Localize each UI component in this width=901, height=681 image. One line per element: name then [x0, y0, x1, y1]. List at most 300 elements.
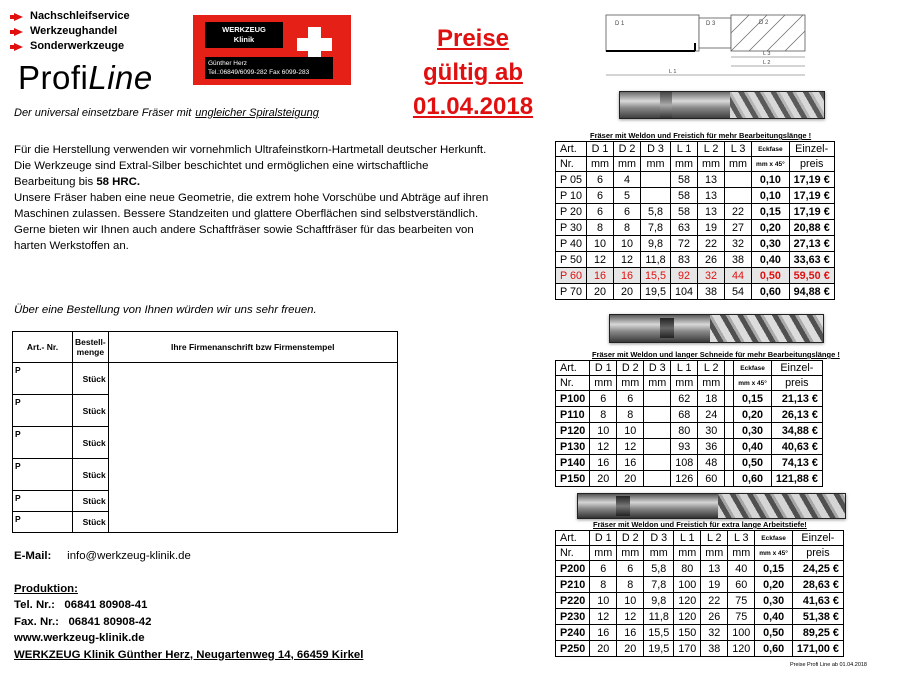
price-row: [556, 609, 844, 625]
intro-paragraph: Für die Herstellung verwenden wir vornehmlich Ultrafeinstkorn-Hartmetall deutscher Herkunft.: [14, 144, 487, 156]
dimension-value: 8: [614, 220, 641, 236]
dimension-value: 12: [587, 252, 614, 268]
service-label: Sonderwerkzeuge: [30, 40, 125, 52]
dimension-value: 75: [728, 609, 755, 625]
article-number: P 05: [556, 172, 587, 188]
production-heading: Produktion:: [14, 582, 78, 595]
dimension-value: 58: [671, 172, 698, 188]
order-art-cell[interactable]: [13, 491, 73, 512]
dimension-value: 8: [617, 407, 644, 423]
price-row: [556, 284, 835, 300]
dimension-value: 32: [698, 268, 725, 284]
diagram-label-l2: L 2: [763, 60, 771, 66]
dimension-value: 13: [698, 172, 725, 188]
logo-line2: Klinik: [233, 35, 255, 44]
col-unit: mm: [671, 157, 698, 172]
dimension-value: 6: [614, 204, 641, 220]
chamfer-value: 0,10: [752, 188, 790, 204]
col-unit: mm x 45°: [734, 376, 772, 391]
col-unit: mm: [728, 546, 755, 561]
dimension-value: 12: [617, 609, 644, 625]
dimension-value: 5,8: [641, 204, 671, 220]
col-header: Einzel-: [789, 142, 834, 157]
chamfer-value: 0,20: [752, 220, 790, 236]
dimension-value: 12: [590, 439, 617, 455]
order-art-prefix: P: [15, 429, 21, 439]
article-number: P140: [556, 455, 590, 471]
logo-line1: WERKZEUG: [222, 25, 266, 34]
price-row: [556, 204, 835, 220]
order-unit: Stück: [82, 373, 106, 384]
intro-text: [14, 142, 489, 254]
col-header: L 2: [698, 361, 725, 376]
chamfer-value: 0,60: [755, 641, 793, 657]
price-row: [556, 577, 844, 593]
col-unit: mm: [641, 157, 671, 172]
dimension-value: 15,5: [644, 625, 674, 641]
postal-address: WERKZEUG Klinik Günther Herz, Neugartenweg 14, 66459 Kirkel: [14, 648, 364, 661]
order-art-prefix: P: [15, 493, 21, 503]
dimension-value: [725, 407, 734, 423]
chamfer-value: 0,15: [752, 204, 790, 220]
intro-text-span: Die Werkzeuge sind Extral-Silber beschichtet und ermöglichen eine wirtschaftliche Bearbeitung bis: [14, 160, 429, 188]
email-line: [14, 548, 363, 565]
order-art-cell[interactable]: [13, 512, 73, 533]
dimension-value: 22: [701, 593, 728, 609]
dimension-value: 30: [698, 423, 725, 439]
unit-price: 24,25 €: [792, 561, 843, 577]
order-qty-cell[interactable]: [73, 363, 109, 395]
dimension-value: [644, 455, 671, 471]
col-unit: mm: [614, 157, 641, 172]
dimension-value: 36: [698, 439, 725, 455]
validity-line2: gültig ab: [423, 59, 523, 86]
order-art-cell[interactable]: [13, 459, 73, 491]
dimension-value: 32: [701, 625, 728, 641]
article-number: P 70: [556, 284, 587, 300]
col-header: Nr.: [556, 546, 590, 561]
dimension-value: 10: [614, 236, 641, 252]
service-label: Nachschleifservice: [30, 10, 130, 22]
dimension-value: 20: [614, 284, 641, 300]
col-header: L 3: [725, 142, 752, 157]
price-row: [556, 439, 823, 455]
price-row: [556, 423, 823, 439]
slogan-text: Der universal einsetzbare Fräser mit: [14, 107, 192, 119]
order-qty-cell[interactable]: [73, 459, 109, 491]
col-unit: [725, 376, 734, 391]
col-unit: mm: [698, 376, 725, 391]
col-unit: mm: [590, 376, 617, 391]
col-unit: mm: [698, 157, 725, 172]
price-row: [556, 407, 823, 423]
order-art-prefix: P: [15, 514, 21, 524]
col-header: L 1: [671, 361, 698, 376]
end-mill-photo: [619, 91, 825, 119]
dimension-value: [725, 455, 734, 471]
dimension-value: 20: [590, 641, 617, 657]
intro-paragraph: [14, 158, 489, 190]
brand-title: [18, 59, 153, 97]
dimension-value: 13: [698, 188, 725, 204]
order-art-cell[interactable]: [13, 427, 73, 459]
chamfer-value: 0,40: [752, 252, 790, 268]
col-header: Einzel-: [792, 531, 843, 546]
chamfer-value: 0,50: [752, 268, 790, 284]
dimension-value: 5: [614, 188, 641, 204]
chamfer-value: 0,30: [755, 593, 793, 609]
col-unit: mm x 45°: [752, 157, 790, 172]
logo-line3: Günther Herz: [208, 60, 248, 67]
col-unit: mm: [617, 376, 644, 391]
chamfer-value: 0,30: [734, 423, 772, 439]
dimension-value: 100: [728, 625, 755, 641]
article-number: P210: [556, 577, 590, 593]
chamfer-value: 0,40: [734, 439, 772, 455]
dimension-value: 22: [725, 204, 752, 220]
price-row: [556, 455, 823, 471]
article-number: P110: [556, 407, 590, 423]
dimension-value: 72: [671, 236, 698, 252]
dimension-value: 16: [590, 625, 617, 641]
unit-price: 20,88 €: [789, 220, 834, 236]
dimension-value: 8: [590, 407, 617, 423]
col-header: D 2: [614, 142, 641, 157]
table2-caption: Fräser mit Weldon und langer Schneide für mehr Bearbeitungslänge !: [592, 350, 840, 359]
dimension-value: 9,8: [641, 236, 671, 252]
footnote: Preise Profi Line ab 01.04.2018: [789, 662, 867, 668]
service-item: [14, 39, 130, 54]
dimension-value: [725, 439, 734, 455]
website-link[interactable]: www.werkzeug-klinik.de: [14, 632, 145, 644]
dimension-value: 6: [617, 391, 644, 407]
dimension-value: 16: [587, 268, 614, 284]
dimension-value: 48: [698, 455, 725, 471]
dimension-value: [725, 391, 734, 407]
article-number: P130: [556, 439, 590, 455]
order-art-prefix: P: [15, 461, 21, 471]
col-unit: mm: [590, 546, 617, 561]
dimension-value: [641, 188, 671, 204]
order-form: [12, 331, 398, 533]
article-number: P120: [556, 423, 590, 439]
col-unit: mm: [644, 376, 671, 391]
dimension-value: 6: [587, 188, 614, 204]
dimension-value: 20: [587, 284, 614, 300]
col-unit: mm: [674, 546, 701, 561]
dimension-value: 7,8: [641, 220, 671, 236]
dimension-value: 12: [617, 439, 644, 455]
unit-price: 89,25 €: [792, 625, 843, 641]
price-row: [556, 561, 844, 577]
dimension-value: 10: [587, 236, 614, 252]
chamfer-value: 0,60: [734, 471, 772, 487]
col-unit: mm: [671, 376, 698, 391]
dimension-value: 19,5: [641, 284, 671, 300]
col-header: preis: [771, 376, 822, 391]
col-header: preis: [789, 157, 834, 172]
dimension-value: 7,8: [644, 577, 674, 593]
col-unit: mm: [617, 546, 644, 561]
chamfer-value: 0,50: [734, 455, 772, 471]
dimension-value: [644, 391, 671, 407]
order-unit: Stück: [82, 517, 106, 527]
dimension-value: 62: [671, 391, 698, 407]
article-number: P 10: [556, 188, 587, 204]
dimension-value: 4: [614, 172, 641, 188]
col-unit: mm: [644, 546, 674, 561]
dimension-value: 126: [671, 471, 698, 487]
price-row: [556, 188, 835, 204]
diagram-label-d2: D 2: [759, 20, 769, 26]
brand-part1: Profi: [18, 59, 89, 96]
dimension-value: 104: [671, 284, 698, 300]
dimension-value: 170: [674, 641, 701, 657]
logo-line4: Tel.:06849/6099-282 Fax 6099-283: [208, 69, 310, 76]
unit-price: 26,13 €: [771, 407, 822, 423]
article-number: P 40: [556, 236, 587, 252]
unit-price: 121,88 €: [771, 471, 822, 487]
order-qty-cell[interactable]: [73, 395, 109, 427]
price-row: [556, 252, 835, 268]
unit-price: 94,88 €: [789, 284, 834, 300]
dimension-value: [725, 188, 752, 204]
order-art-prefix: P: [15, 365, 21, 375]
chamfer-value: 0,20: [755, 577, 793, 593]
table3-body: [556, 561, 844, 657]
service-item: [14, 9, 130, 24]
dimension-value: 32: [725, 236, 752, 252]
unit-price: 27,13 €: [789, 236, 834, 252]
slogan: [14, 107, 319, 119]
order-qty-cell[interactable]: [73, 491, 109, 512]
order-header-art: Art.- Nr.: [13, 332, 73, 363]
dimension-value: 6: [587, 172, 614, 188]
col-header: Nr.: [556, 157, 587, 172]
order-unit: Stück: [82, 405, 106, 416]
chamfer-value: 0,30: [752, 236, 790, 252]
col-header: Einzel-: [771, 361, 822, 376]
dimension-value: [725, 423, 734, 439]
article-number: P240: [556, 625, 590, 641]
dimension-value: 27: [725, 220, 752, 236]
col-unit: mm x 45°: [755, 546, 793, 561]
col-unit: mm: [725, 157, 752, 172]
brand-part2: Line: [88, 59, 153, 96]
price-row: [556, 593, 844, 609]
order-art-cell[interactable]: [13, 363, 73, 395]
dimension-value: 150: [674, 625, 701, 641]
phone-number: Tel. Nr.: 06841 80908-41: [14, 599, 148, 611]
unit-price: 33,63 €: [789, 252, 834, 268]
dimension-value: 83: [671, 252, 698, 268]
order-qty-cell[interactable]: [73, 512, 109, 533]
col-header: L 2: [698, 142, 725, 157]
unit-price: 28,63 €: [792, 577, 843, 593]
col-header: D 1: [587, 142, 614, 157]
dimension-value: [725, 471, 734, 487]
validity-date: 01.04.2018: [412, 93, 534, 120]
diagram-label-d1: D 1: [615, 21, 625, 27]
dimension-value: 6: [617, 561, 644, 577]
dimension-value: 26: [698, 252, 725, 268]
chamfer-value: 0,15: [734, 391, 772, 407]
diagram-label-l1: L 1: [669, 69, 677, 75]
dimension-value: 80: [674, 561, 701, 577]
col-header: D 3: [641, 142, 671, 157]
email-label: E-Mail:: [14, 550, 52, 562]
price-table-3: [555, 530, 844, 657]
dimension-value: 40: [728, 561, 755, 577]
dimension-value: 100: [674, 577, 701, 593]
fax-number: Fax. Nr.: 06841 80908-42: [14, 615, 152, 628]
diagram-label-l3: L 3: [763, 51, 771, 57]
arrow-icon: [14, 28, 23, 36]
order-header-company: Ihre Firmenanschrift bzw Firmenstempel: [108, 332, 397, 363]
dimension-value: 19: [698, 220, 725, 236]
dimension-value: 38: [725, 252, 752, 268]
email-link[interactable]: info@werkzeug-klinik.de: [67, 550, 191, 562]
dimension-value: 19: [701, 577, 728, 593]
col-header: D 2: [617, 361, 644, 376]
logo-name: [205, 22, 283, 48]
dimension-value: 8: [617, 577, 644, 593]
article-number: P 30: [556, 220, 587, 236]
dimension-value: 10: [617, 593, 644, 609]
logo-contact: [205, 57, 333, 79]
order-unit: Stück: [82, 469, 106, 480]
price-row: [556, 641, 844, 657]
dimension-value: [644, 423, 671, 439]
dimension-value: 11,8: [641, 252, 671, 268]
chamfer-value: 0,50: [755, 625, 793, 641]
arrow-icon: [14, 43, 23, 51]
service-label: Werkzeughandel: [30, 25, 118, 37]
dimension-value: 8: [590, 577, 617, 593]
article-number: P 50: [556, 252, 587, 268]
col-header: D 3: [644, 531, 674, 546]
dimension-value: 120: [674, 609, 701, 625]
dimension-value: 8: [587, 220, 614, 236]
dimension-value: 60: [728, 577, 755, 593]
dimension-value: 44: [725, 268, 752, 284]
dimension-value: 10: [617, 423, 644, 439]
order-art-cell[interactable]: [13, 395, 73, 427]
service-list: [14, 9, 130, 54]
dimension-value: 68: [671, 407, 698, 423]
price-row: [556, 268, 835, 284]
chamfer-value: 0,10: [752, 172, 790, 188]
table1-body: [556, 172, 835, 300]
company-logo: [193, 15, 351, 85]
dimension-value: 20: [617, 471, 644, 487]
unit-price: 74,13 €: [771, 455, 822, 471]
dimension-value: 16: [617, 625, 644, 641]
dimension-value: 63: [671, 220, 698, 236]
unit-price: 34,88 €: [771, 423, 822, 439]
dimension-value: 38: [701, 641, 728, 657]
dimension-value: 10: [590, 423, 617, 439]
unit-price: 17,19 €: [789, 188, 834, 204]
dimension-value: 13: [698, 204, 725, 220]
validity-line1: Preise: [436, 25, 510, 52]
col-header: L 1: [674, 531, 701, 546]
dimension-value: 9,8: [644, 593, 674, 609]
closing-line: Über eine Bestellung von Ihnen würden wir uns sehr freuen.: [14, 304, 317, 316]
dimension-value: 12: [614, 252, 641, 268]
col-header: Nr.: [556, 376, 590, 391]
dimension-value: 13: [701, 561, 728, 577]
dimension-value: 58: [671, 188, 698, 204]
dimension-value: 24: [698, 407, 725, 423]
intro-paragraph: Unsere Fräser haben eine neue Geometrie, die extrem hohe Vorschübe und Abträge auf ihren Maschinen zulassen. Bessere Standzeiten und glattere Oberflächen sind selbstverständlich.: [14, 192, 489, 220]
end-mill-photo: [609, 314, 824, 343]
dimension-value: 20: [590, 471, 617, 487]
dimension-value: 120: [674, 593, 701, 609]
col-header: Eckfase: [752, 142, 790, 157]
price-table-2: [555, 360, 823, 487]
hardness-value: 58 HRC.: [96, 176, 141, 188]
dimension-value: 16: [617, 455, 644, 471]
arrow-icon: [14, 13, 23, 21]
article-number: P100: [556, 391, 590, 407]
dimension-value: 92: [671, 268, 698, 284]
dimension-value: 20: [617, 641, 644, 657]
col-header: D 2: [617, 531, 644, 546]
price-row: [556, 471, 823, 487]
unit-price: 40,63 €: [771, 439, 822, 455]
dimension-value: 26: [701, 609, 728, 625]
dimension-value: 58: [671, 204, 698, 220]
dimension-value: 6: [587, 204, 614, 220]
company-stamp-area[interactable]: [108, 363, 397, 533]
unit-price: 17,19 €: [789, 204, 834, 220]
dimension-value: [725, 172, 752, 188]
col-unit: mm: [587, 157, 614, 172]
col-header: L 2: [701, 531, 728, 546]
order-header-quantity: Bestell- menge: [73, 332, 109, 363]
end-mill-photo: [577, 493, 846, 519]
intro-paragraph: Gerne bieten wir Ihnen auch andere Schaftfräser sowie Schaftfräser für das bearbeiten von harten Werkstoffen an.: [14, 224, 474, 252]
dimension-value: 54: [725, 284, 752, 300]
dimension-value: 6: [590, 561, 617, 577]
article-number: P200: [556, 561, 590, 577]
dimension-value: 108: [671, 455, 698, 471]
chamfer-value: 0,15: [755, 561, 793, 577]
slogan-underlined: ungleicher Spiralsteigung: [195, 107, 319, 119]
dimension-value: 12: [590, 609, 617, 625]
price-row: [556, 172, 835, 188]
price-row: [556, 391, 823, 407]
price-row: [556, 625, 844, 641]
col-header: [725, 361, 734, 376]
dimension-value: 11,8: [644, 609, 674, 625]
col-header: Art.: [556, 531, 590, 546]
col-header: Art.: [556, 361, 590, 376]
unit-price: 51,38 €: [792, 609, 843, 625]
unit-price: 41,63 €: [792, 593, 843, 609]
article-number: P250: [556, 641, 590, 657]
article-number: P230: [556, 609, 590, 625]
dimension-value: [644, 439, 671, 455]
col-header: Eckfase: [755, 531, 793, 546]
col-header: Art.: [556, 142, 587, 157]
unit-price: 59,50 €: [789, 268, 834, 284]
dimension-value: [641, 172, 671, 188]
dimension-value: 16: [590, 455, 617, 471]
contact-block: [14, 548, 363, 663]
order-qty-cell[interactable]: [73, 427, 109, 459]
